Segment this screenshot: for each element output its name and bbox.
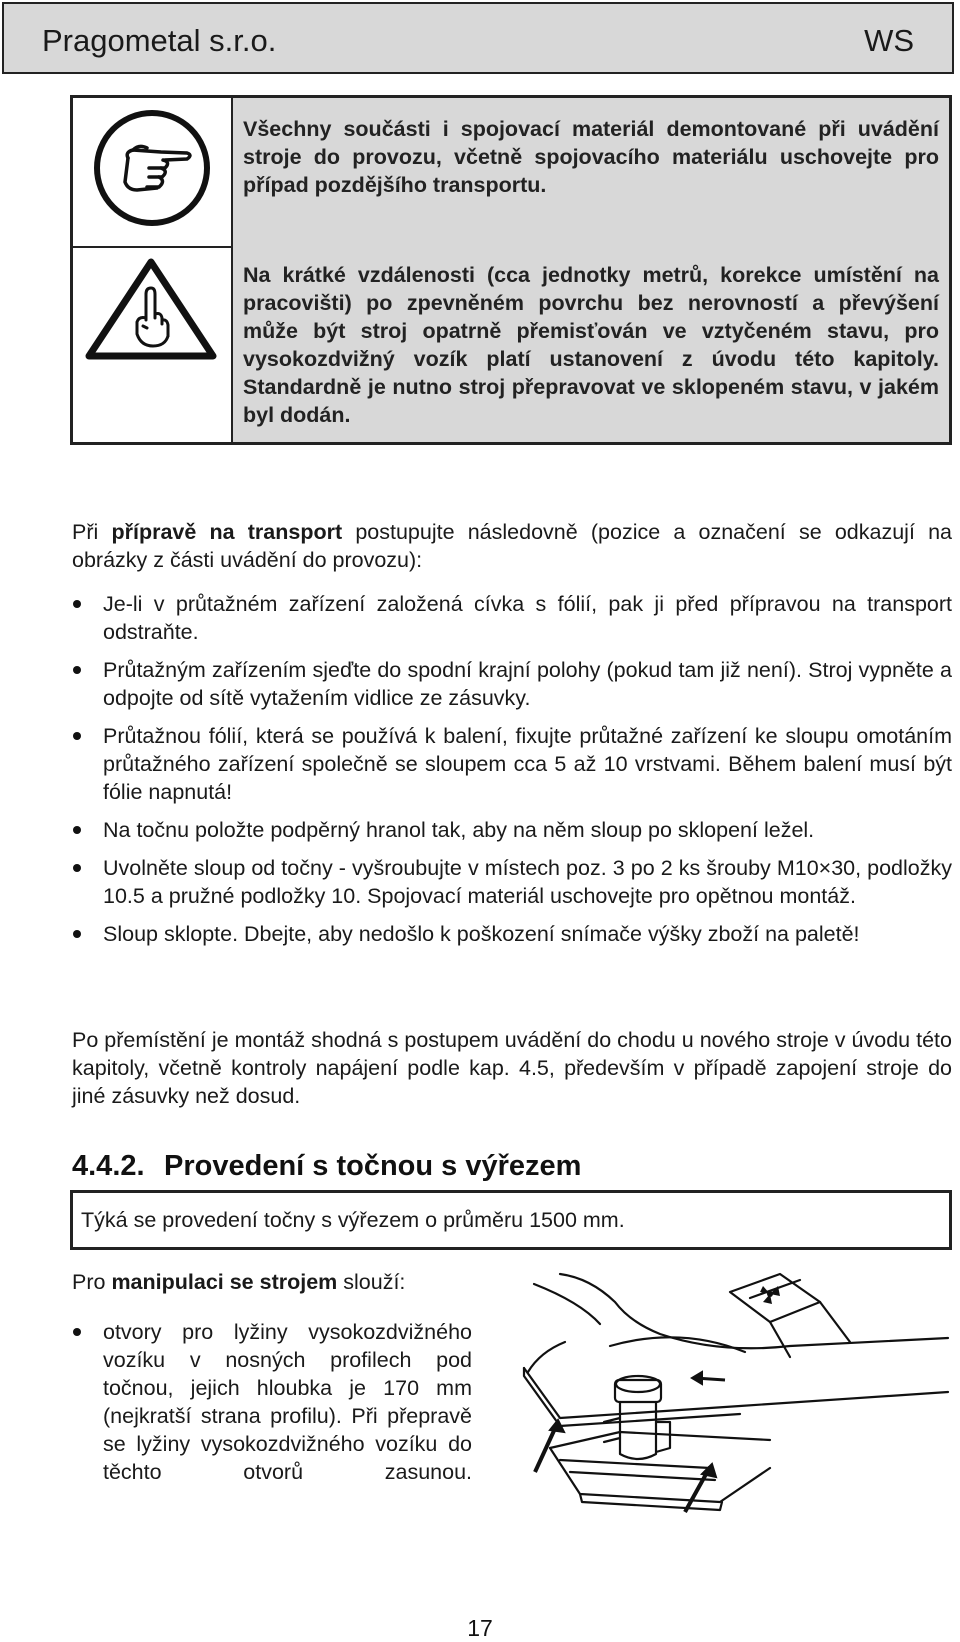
page-number: 17 (467, 1615, 493, 1641)
section-number: 4.4.2. (72, 1150, 145, 1182)
applicability-note-box (70, 1190, 952, 1250)
bullet (73, 600, 81, 608)
pointing-hand-icon (73, 98, 229, 244)
list-item (72, 920, 952, 948)
bullet (73, 666, 81, 674)
list-item-text: Sloup sklopte. Dbejte, aby nedošlo k poškození snímače výšky zboží na paletě! (103, 922, 860, 946)
after-move-paragraph: Po přemístění je montáž shodná s postupem uvádění do chodu u nového stroje v úvodu této kapitoly, včetně kontroly napájení podle kap. 4.5, především v případě zapojení stroje do jiné zásuvky než dosud. (72, 1028, 952, 1108)
section-title: Provedení s točnou s výřezem (164, 1150, 582, 1182)
notice-icon-column (73, 98, 233, 442)
list-item (72, 1318, 472, 1486)
document-code: WS (864, 23, 914, 58)
notice-text-column (233, 98, 949, 442)
turntable-illustration (520, 1272, 950, 1527)
handling-text-rest: slouží: (337, 1270, 406, 1294)
list-item (72, 854, 952, 910)
handling-list (72, 1318, 472, 1486)
list-item (72, 722, 952, 806)
applicability-note-text: Týká se provedení točny s výřezem o průměru 1500 mm. (81, 1208, 625, 1232)
handling-intro (72, 1268, 405, 1296)
list-item-text: Uvolněte sloup od točny - vyšroubujte v místech poz. 3 po 2 ks šrouby M10×30, podložky 10.5 a pružné podložky 10. Spojovací materiál uschovejte pro opětnou montáž. (103, 856, 952, 908)
intro-text-rest: postupujte následovně (pozice a označení se odkazují na obrázky z části uvádění do provozu): (72, 520, 953, 572)
company-name: Pragometal s.r.o. (42, 23, 277, 58)
bullet (73, 1328, 81, 1336)
bullet (73, 826, 81, 834)
bullet (73, 930, 81, 938)
handling-text: Pro (72, 1270, 112, 1294)
warning-triangle-icon (73, 248, 229, 444)
transport-steps-list (72, 590, 952, 958)
pointer-notice-text: Všechny součásti i spojovací materiál demontované při uvádění stroje do provozu, včetně spojovacího materiálu uschovejte pro případ pozdějšího transportu. (243, 117, 939, 197)
bullet (73, 864, 81, 872)
section-heading (72, 1150, 581, 1183)
handling-bold-term: manipulaci se strojem (111, 1270, 338, 1294)
list-item (72, 816, 952, 844)
list-item-text: Na točnu položte podpěrný hranol tak, aby na něm sloup po sklopení ležel. (103, 818, 815, 842)
list-item (72, 590, 952, 646)
notice-box (70, 95, 952, 445)
list-item-text: Průtažnou fólií, která se používá k balení, fixujte průtažné zařízení ke sloupu omotáním průtažného zařízení společně se sloupem cca 5 až 10 vrstvami. Během balení musí být fólie napnutá! (103, 724, 952, 804)
transport-intro-paragraph (72, 518, 952, 574)
bullet (73, 732, 81, 740)
list-item-text: Průtažným zařízením sjeďte do spodní krajní polohy (pokud tam již není). Stroj vypněte a odpojte od sítě vytažením vidlice ze zásuvky. (103, 658, 952, 710)
list-item-text: otvory pro lyžiny vysokozdvižného vozíku v nosných profilech pod točnou, jejich hloubka je 170 mm (nejkratší strana profilu). Při přepravě se lyžiny vysokozdvižného vozíku do těchto otvorů zasunou. (103, 1320, 472, 1484)
list-item-text: Je-li v průtažném zařízení založená cívka s fólií, pak ji před přípravou na transport odstraňte. (103, 592, 952, 644)
intro-text: Při (72, 520, 112, 544)
list-item (72, 656, 952, 712)
page-header (2, 2, 954, 74)
intro-bold-term: přípravě na transport (111, 520, 343, 544)
warning-notice-text: Na krátké vzdálenosti (cca jednotky metrů, korekce umístění na pracovišti) po zpevněném povrchu bez nerovností a převýšení může být stroj opatrně přemisťován ve vztyčeném stavu, pro vysokozdvižný vozík platí ustanovení z úvodu této kapitoly. Standardně je nutno stroj přepravovat ve sklopeném stavu, v jakém byl dodán. (243, 263, 939, 427)
